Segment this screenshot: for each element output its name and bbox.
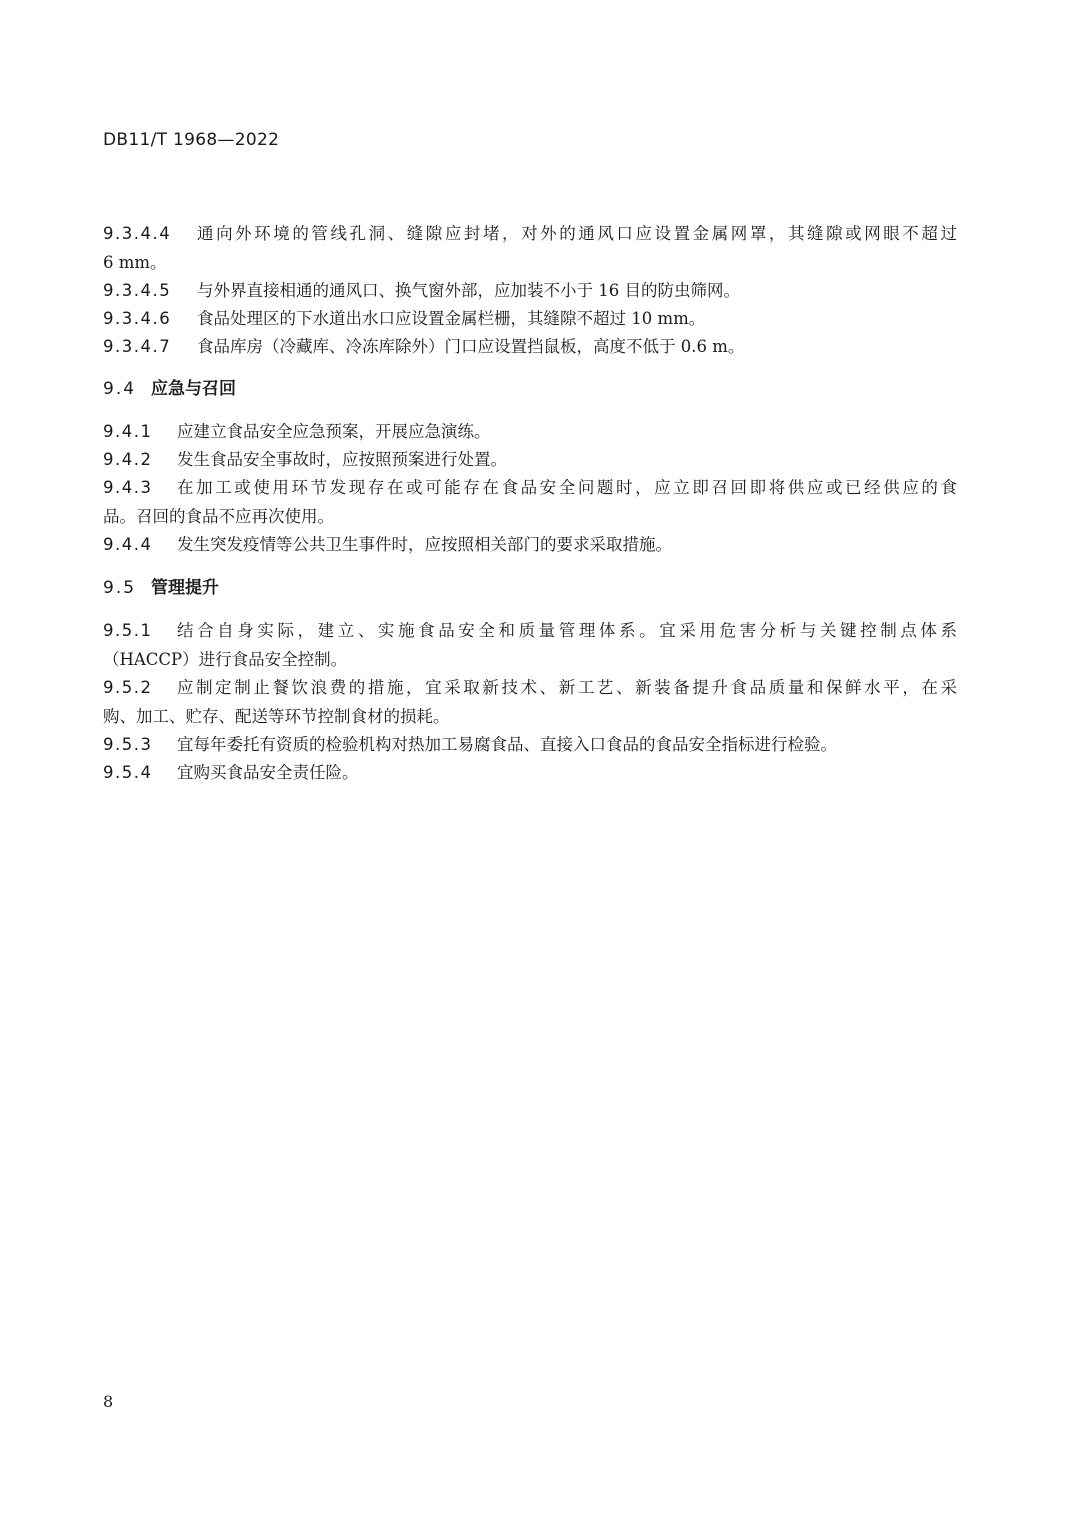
- clause-text: 发生突发疫情等公共卫生事件时，应按照相关部门的要求采取措施。: [177, 535, 672, 554]
- clause-number: 9.3.4.4: [103, 224, 172, 243]
- clause-number: 9.5.1: [103, 621, 153, 640]
- section-title: 管理提升: [151, 578, 219, 598]
- clause-number: 9.5.2: [103, 678, 153, 697]
- clause-number: 9.5.4: [103, 763, 153, 782]
- clause-9-5-3: [103, 732, 983, 758]
- clause-text: 应建立食品安全应急预案，开展应急演练。: [177, 422, 491, 441]
- clause-text: 在加工或使用环节发现存在或可能存在食品安全问题时，应立即召回即将供应或已经供应的食: [177, 478, 957, 497]
- section-number: 9.4: [103, 379, 137, 399]
- clause-9-4-4: [103, 532, 983, 558]
- clause-number: 9.4.2: [103, 450, 153, 469]
- clause-number: 9.4.4: [103, 535, 153, 554]
- clause-9-3-4-7: [103, 334, 983, 360]
- clause-9-5-2: [103, 675, 983, 701]
- clause-text-continued: 品。召回的食品不应再次使用。: [103, 507, 334, 526]
- clause-number: 9.4.1: [103, 422, 153, 441]
- clause-number: 9.3.4.7: [103, 337, 172, 356]
- clause-text: 宜每年委托有资质的检验机构对热加工易腐食品、直接入口食品的食品安全指标进行检验。: [177, 735, 837, 754]
- clause-text-continued: 6 mm。: [103, 253, 167, 272]
- clause-number: 9.5.3: [103, 735, 153, 754]
- clause-text: 与外界直接相通的通风口、换气窗外部，应加装不小于 16 目的防虫筛网。: [197, 281, 740, 300]
- clause-text: 宜购买食品安全责任险。: [177, 763, 359, 782]
- clause-9-5-1: [103, 618, 983, 644]
- clause-text: 食品库房（冷藏库、冷冻库除外）门口应设置挡鼠板，高度不低于 0.6 m。: [197, 337, 745, 356]
- clause-text: 发生食品安全事故时，应按照预案进行处置。: [177, 450, 507, 469]
- clause-number: 9.3.4.6: [103, 309, 172, 328]
- clause-9-3-4-4: [103, 221, 983, 247]
- clause-text-continued: （HACCP）进行食品安全控制。: [103, 650, 348, 669]
- clause-9-4-2: [103, 447, 983, 473]
- clause-9-5-1-continued: [103, 647, 983, 673]
- clause-text: 结合自身实际，建立、实施食品安全和质量管理体系。宜采用危害分析与关键控制点体系: [177, 621, 957, 640]
- clause-text-continued: 购、加工、贮存、配送等环节控制食材的损耗。: [103, 707, 450, 726]
- section-number: 9.5: [103, 578, 137, 598]
- clause-9-4-3-continued: [103, 504, 983, 530]
- page-number: 8: [103, 1392, 114, 1411]
- section-title: 应急与召回: [151, 379, 236, 399]
- clause-9-3-4-5: [103, 278, 983, 304]
- clause-number: 9.3.4.5: [103, 281, 172, 300]
- clause-9-3-4-6: [103, 306, 983, 332]
- clause-9-4-1: [103, 419, 983, 445]
- clause-text: 食品处理区的下水道出水口应设置金属栏栅，其缝隙不超过 10 mm。: [197, 309, 706, 328]
- clause-number: 9.4.3: [103, 478, 153, 497]
- clause-9-3-4-4-continued: [103, 250, 983, 276]
- clause-text: 通向外环境的管线孔洞、缝隙应封堵，对外的通风口应设置金属网罩，其缝隙或网眼不超过: [197, 224, 957, 243]
- document-code: DB11/T 1968—2022: [103, 130, 280, 150]
- clause-9-5-4: [103, 760, 983, 786]
- clause-text: 应制定制止餐饮浪费的措施，宜采取新技术、新工艺、新装备提升食品质量和保鲜水平，在采: [177, 678, 957, 697]
- clause-9-4-3: [103, 475, 983, 501]
- clause-9-5-2-continued: [103, 704, 983, 730]
- section-heading-9-4: [103, 376, 236, 402]
- section-heading-9-5: [103, 575, 219, 601]
